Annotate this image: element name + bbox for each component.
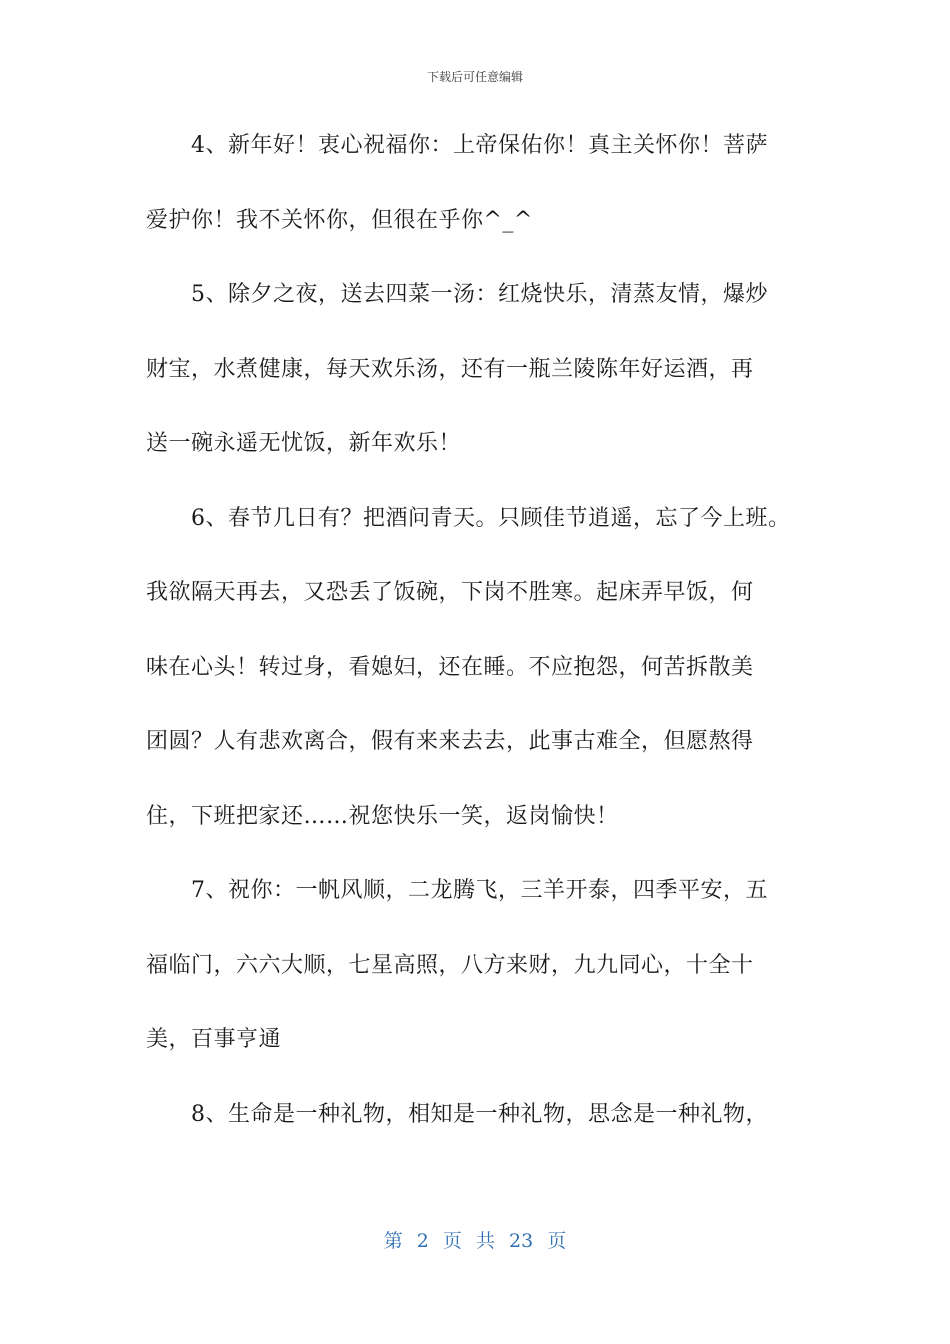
text-line: 5、除夕之夜，送去四菜一汤：红烧快乐，清蒸友情，爆炒: [146, 282, 768, 307]
text-line: 住，下班把家还……祝您快乐一笑，返岗愉快！: [146, 804, 619, 829]
text-line: 送一碗永遥无忧饭，新年欢乐！: [146, 431, 462, 456]
text-line: 美，百事亨通: [146, 1027, 282, 1052]
text-line: 我欲隔天再去，又恐丢了饭碗，下岗不胜寒。起床弄早饭，何: [146, 580, 754, 605]
text-line: 4、新年好！衷心祝福你：上帝保佑你！真主关怀你！菩萨: [146, 133, 768, 158]
text-line: 爱护你！我不关怀你，但很在乎你^_^: [146, 208, 533, 233]
text-line: 财宝，水煮健康，每天欢乐汤，还有一瓶兰陵陈年好运酒，再: [146, 357, 754, 382]
text-line: 6、春节几日有？把酒问青天。只顾佳节逍遥，忘了今上班。: [146, 506, 791, 531]
header-note: 下载后可任意编辑: [426, 70, 523, 84]
text-line: 团圆？人有悲欢离合，假有来来去去，此事古难全，但愿熬得: [146, 729, 754, 754]
text-line: 8、生命是一种礼物，相知是一种礼物，思念是一种礼物，: [146, 1102, 768, 1127]
text-line: 7、祝你：一帆风顺，二龙腾飞，三羊开泰，四季平安，五: [146, 878, 768, 903]
text-line: 味在心头！转过身，看媳妇，还在睡。不应抱怨，何苦拆散美: [146, 655, 754, 680]
page-number: 第 2 页 共 23 页: [383, 1230, 567, 1252]
text-line: 福临门，六六大顺，七星高照，八方来财，九九同心，十全十: [146, 953, 754, 978]
